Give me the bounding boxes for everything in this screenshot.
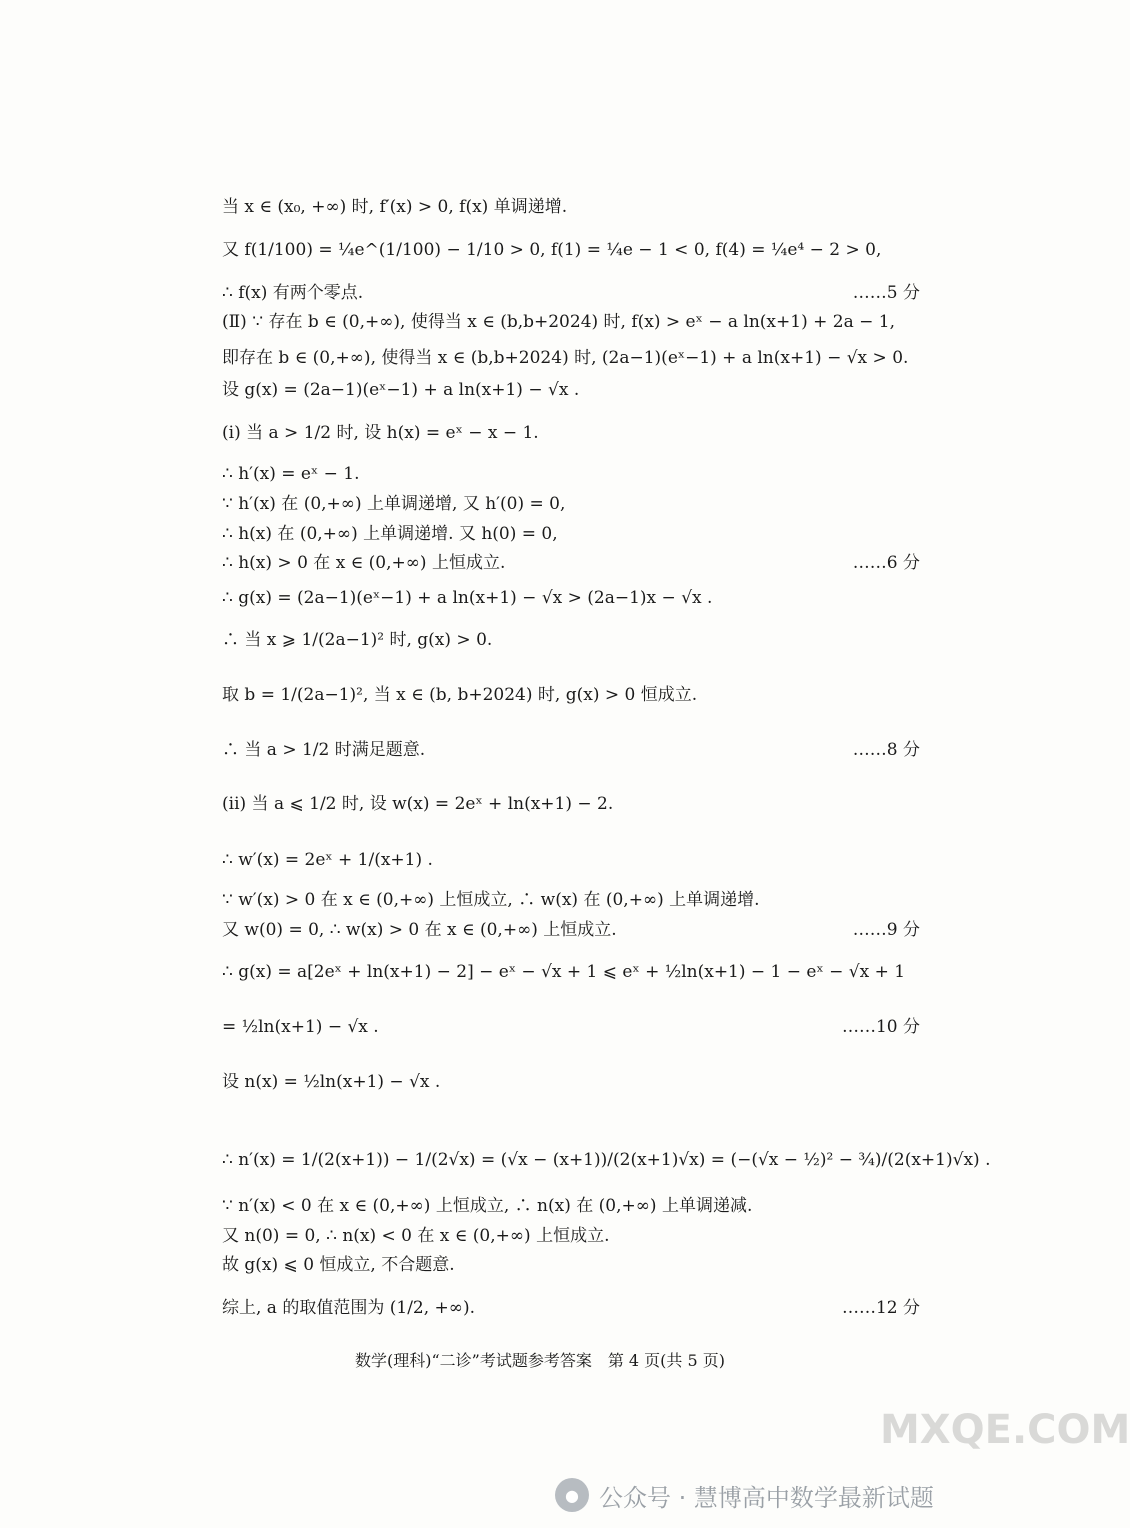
solution-line-10: ∴ h(x) 在 (0,+∞) 上单调递增. 又 h(0) = 0, [222, 524, 558, 544]
solution-line-17: ∴ w′(x) = 2eˣ + 1/(x+1) . [222, 850, 433, 870]
score-mark: ……8 分 [852, 740, 920, 760]
score-mark: ……9 分 [852, 920, 920, 940]
score-mark: ……6 分 [852, 553, 920, 573]
page-footer: 数学(理科)“二诊”考试题参考答案 第 4 页(共 5 页) [354, 1351, 726, 1370]
solution-line-12: ∴ g(x) = (2a−1)(eˣ−1) + a ln(x+1) − √x > (2a−1)x − √x . [222, 588, 713, 608]
solution-line-11: ∴ h(x) > 0 在 x ∈ (0,+∞) 上恒成立. ……6 分 [222, 553, 920, 573]
solution-line-6: 设 g(x) = (2a−1)(eˣ−1) + a ln(x+1) − √x . [222, 380, 580, 400]
watermark [555, 1470, 1075, 1520]
watermark-logo: MXQE.COM [880, 1407, 1130, 1453]
solution-line-18: ∵ w′(x) > 0 在 x ∈ (0,+∞) 上恒成立, ∴ w(x) 在 (0,+∞) 上单调递增. [222, 890, 760, 910]
solution-line-3: ∴ f(x) 有两个零点. ……5 分 [222, 283, 920, 303]
solution-line-25: 又 n(0) = 0, ∴ n(x) < 0 在 x ∈ (0,+∞) 上恒成立. [222, 1226, 610, 1246]
watermark-text: 公众号 · 慧博高中数学最新试题 [599, 1483, 934, 1512]
solution-line-5: 即存在 b ∈ (0,+∞), 使得当 x ∈ (b,b+2024) 时, (2a−1)(eˣ−1) + a ln(x+1) − √x > 0. [222, 348, 909, 368]
solution-line-7: (i) 当 a > 1/2 时, 设 h(x) = eˣ − x − 1. [222, 423, 539, 443]
solution-line-16: (ii) 当 a ⩽ 1/2 时, 设 w(x) = 2eˣ + ln(x+1) − 2. [222, 794, 614, 814]
solution-line-21: = ½ln(x+1) − √x . ……10 分 [222, 1017, 920, 1037]
solution-line-23: ∴ n′(x) = 1/(2(x+1)) − 1/(2√x) = (√x − (x+1))/(2(x+1)√x) = (−(√x − ½)² − ¾)/(2(x+1)√x) . [222, 1150, 991, 1170]
solution-line-1: 当 x ∈ (x₀, +∞) 时, f′(x) > 0, f(x) 单调递增. [222, 197, 568, 217]
score-mark: ……10 分 [841, 1017, 920, 1037]
solution-line-15: ∴ 当 a > 1/2 时满足题意. ……8 分 [222, 740, 920, 760]
solution-line-24: ∵ n′(x) < 0 在 x ∈ (0,+∞) 上恒成立, ∴ n(x) 在 (0,+∞) 上单调递减. [222, 1196, 753, 1216]
solution-line-26: 故 g(x) ⩽ 0 恒成立, 不合题意. [222, 1255, 455, 1275]
solution-line-19: 又 w(0) = 0, ∴ w(x) > 0 在 x ∈ (0,+∞) 上恒成立. ……9 分 [222, 920, 920, 940]
solution-line-4: (Ⅱ) ∵ 存在 b ∈ (0,+∞), 使得当 x ∈ (b,b+2024) 时, f(x) > eˣ − a ln(x+1) + 2a − 1, [222, 312, 895, 332]
solution-line-20: ∴ g(x) = a[2eˣ + ln(x+1) − 2] − eˣ − √x + 1 ⩽ eˣ + ½ln(x+1) − 1 − eˣ − √x + 1 [222, 962, 906, 982]
solution-line-13: ∴ 当 x ⩾ 1/(2a−1)² 时, g(x) > 0. [222, 630, 493, 650]
solution-line-9: ∵ h′(x) 在 (0,+∞) 上单调递增, 又 h′(0) = 0, [222, 494, 566, 514]
wechat-icon: ● [555, 1478, 589, 1512]
solution-line-2: 又 f(1/100) = ¼e^(1/100) − 1/10 > 0, f(1) = ¼e − 1 < 0, f(4) = ¼e⁴ − 2 > 0, [222, 240, 882, 260]
solution-line-14: 取 b = 1/(2a−1)², 当 x ∈ (b, b+2024) 时, g(x) > 0 恒成立. [222, 685, 698, 705]
score-mark: ……5 分 [852, 283, 920, 303]
solution-line-22: 设 n(x) = ½ln(x+1) − √x . [222, 1072, 441, 1092]
score-mark: ……12 分 [841, 1298, 920, 1318]
solution-line-27: 综上, a 的取值范围为 (1/2, +∞). ……12 分 [222, 1298, 920, 1318]
solution-line-8: ∴ h′(x) = eˣ − 1. [222, 464, 360, 484]
